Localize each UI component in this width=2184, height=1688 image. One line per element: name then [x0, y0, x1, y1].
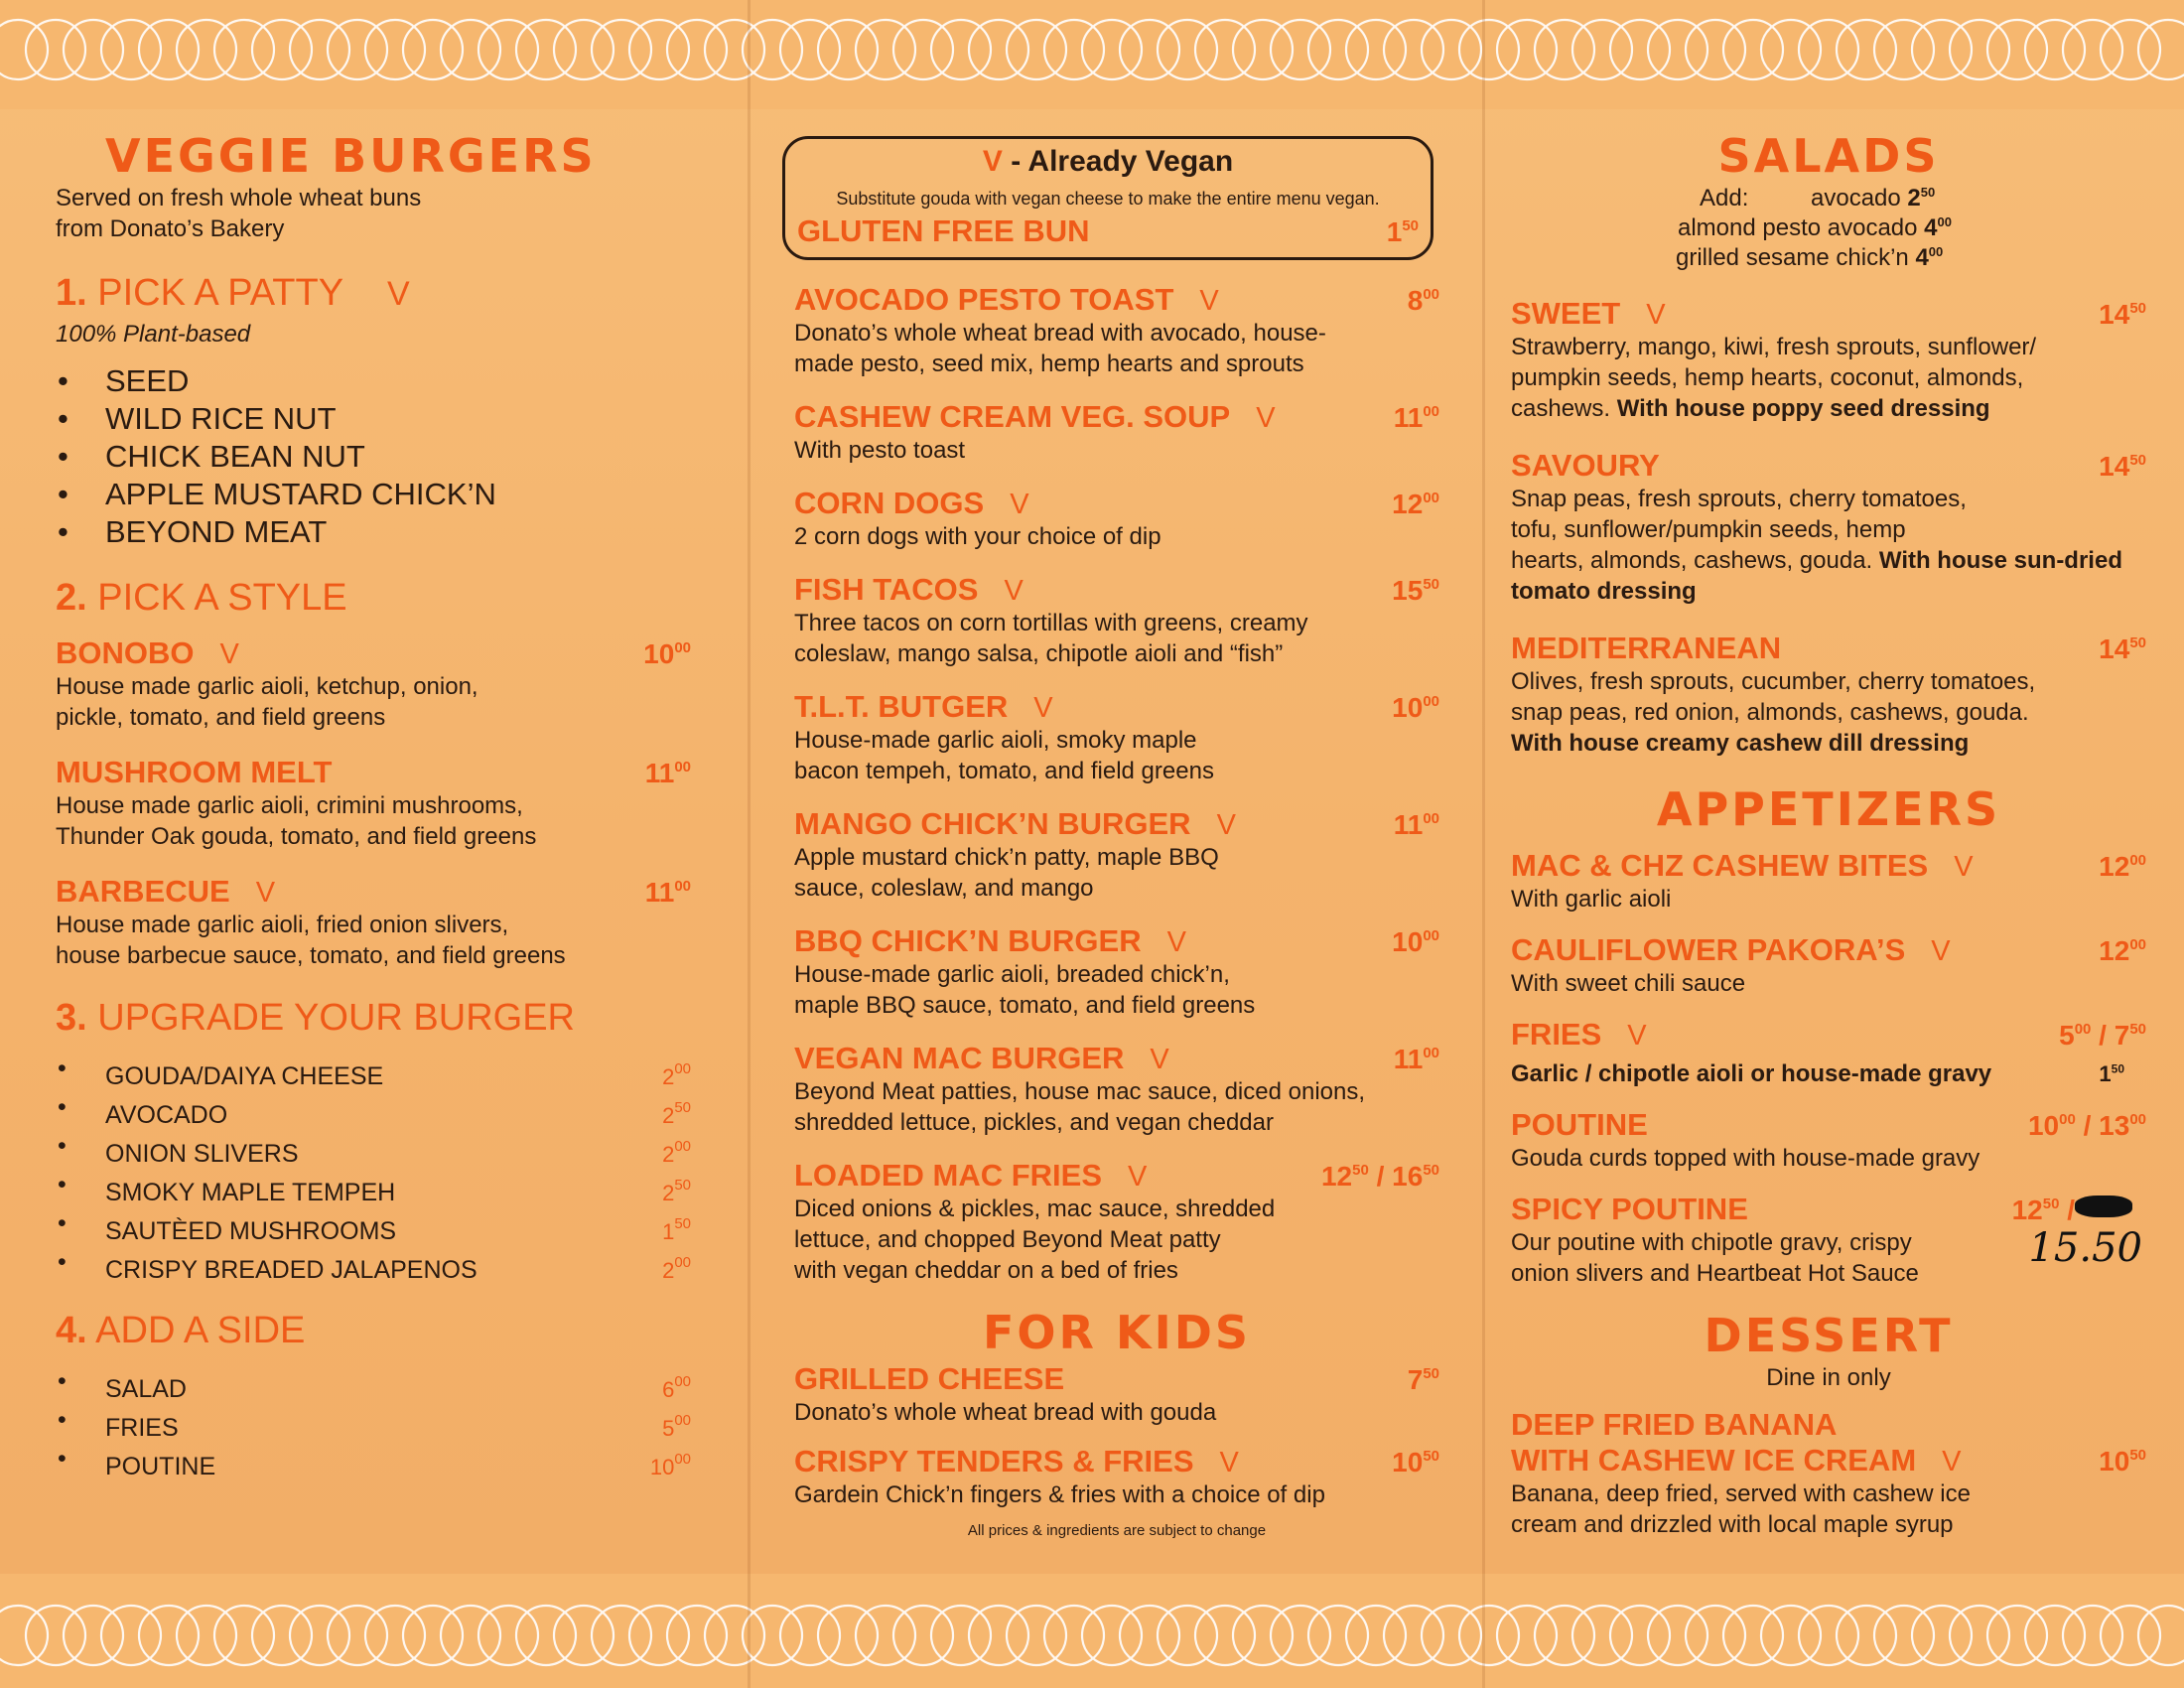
circle-border-bottom: [0, 1574, 2184, 1688]
item-price: [1392, 489, 1439, 520]
item-title: [1511, 296, 1666, 332]
item-description: pumpkin seeds, hemp hearts, coconut, almonds,: [1511, 364, 2024, 391]
item-name: FRIES: [1511, 1017, 1602, 1052]
item-title: [794, 806, 1236, 842]
dip-price: $1^{50}$: [2099, 1061, 2124, 1086]
step3-label: UPGRADE YOUR BURGER: [97, 997, 575, 1039]
vegan-marker: V: [1128, 1161, 1148, 1193]
description-tail: cashews.: [1511, 395, 1617, 422]
item-description: Olives, fresh sprouts, cucumber, cherry tomatoes,: [1511, 668, 2036, 695]
item-header: [794, 1361, 1439, 1397]
menu-item: [794, 1041, 1439, 1138]
item-title: [1511, 448, 1660, 484]
price-dollars: 12: [1320, 1161, 1353, 1192]
side-list: [56, 1366, 691, 1482]
item-name: CAULIFLOWER PAKORA’S: [1511, 932, 1906, 967]
item-header: [794, 1158, 1439, 1194]
menu-item: [1511, 448, 2146, 607]
price-cents-large: 50: [1423, 1162, 1439, 1179]
menu-item: [794, 1158, 1439, 1286]
menu-item: [794, 806, 1439, 904]
vegan-substitute-note: Substitute gouda with vegan cheese to make the entire menu vegan.: [836, 189, 1380, 209]
item-price: [2099, 633, 2146, 665]
addon-pesto-avocado: almond pesto avocado $4^{00}$: [1678, 214, 1952, 241]
menu-item-mushroom-melt: [56, 755, 691, 852]
item-name: GRILLED CHEESE: [794, 1361, 1065, 1396]
price-cents: 50: [2129, 300, 2146, 317]
item-name: CORN DOGS: [794, 486, 985, 520]
item-price: [2099, 451, 2146, 483]
item-name: MUSHROOM MELT: [56, 755, 333, 789]
step-pick-patty: [56, 272, 691, 551]
price-dollars: 11: [1393, 1044, 1424, 1074]
list-item: • CRISPY BREADED JALAPENOS $2^{00}$: [56, 1247, 691, 1286]
step-add-side: [56, 1310, 691, 1482]
menu-item: [794, 572, 1439, 669]
item-description: coleslaw, mango salsa, chipotle aioli and “fish”: [794, 640, 1284, 667]
item-price: [1408, 285, 1439, 317]
circle-border-top: [0, 0, 2184, 109]
price-dollars: 10: [1392, 1447, 1424, 1477]
item-header: [1511, 631, 2146, 666]
step3-number: 3.: [56, 997, 87, 1039]
item-description: House-made garlic aioli, smoky maple: [794, 727, 1197, 754]
menu-item-bonobo: [56, 635, 691, 733]
step4-label: ADD A SIDE: [95, 1310, 306, 1351]
item-price: $5^{00} / 7^{50}$: [2059, 1020, 2146, 1051]
item-description: tofu, sunflower/pumpkin seeds, hemp: [1511, 516, 1906, 543]
price-cents: 50: [1423, 576, 1439, 593]
salads-title: SALADS: [1717, 129, 1940, 183]
upgrade-list: [56, 1054, 691, 1286]
vegan-marker: V: [1954, 851, 1974, 883]
item-name: GLUTEN FREE BUN: [797, 213, 1090, 248]
salads-list: [1511, 296, 2146, 759]
price-dollars: 11: [1393, 402, 1424, 433]
already-vegan-title: - Already Vegan: [1011, 145, 1234, 178]
price-dollars: 8: [1407, 285, 1424, 316]
step2-label: PICK A STYLE: [97, 577, 347, 619]
step-pick-style: [56, 577, 691, 971]
menu-item: [794, 282, 1439, 379]
vegan-marker: V: [1199, 285, 1219, 317]
vegan-marker: V: [1646, 299, 1666, 331]
item-price: $11^{00}$: [644, 758, 691, 788]
burger-subtitle-line1: Served on fresh whole wheat buns: [56, 185, 422, 211]
vegan-marker: V: [1010, 489, 1029, 520]
plant-based-note: 100% Plant-based: [56, 321, 251, 348]
item-name: MEDITERRANEAN: [1511, 631, 1782, 665]
dressing-note: With house sun-dried tomato dressing: [1511, 547, 2122, 605]
step2-number: 2.: [56, 577, 87, 619]
item-price: [1392, 575, 1439, 607]
item-name: BARBECUE: [56, 874, 230, 909]
item-description: made pesto, seed mix, hemp hearts and sprouts: [794, 351, 1304, 377]
item-description: [1511, 728, 2146, 759]
item-price: [1394, 1044, 1439, 1075]
kids-list: [794, 1361, 1439, 1510]
menu-item: [794, 923, 1439, 1021]
fries-dip-option: Garlic / chipotle aioli or house-made gravy: [1511, 1060, 1992, 1087]
item-title: [794, 1444, 1239, 1479]
item-description: shredded lettuce, pickles, and vegan cheddar: [794, 1109, 1274, 1136]
item-price: $10^{00} / 13^{00}$: [2027, 1110, 2146, 1141]
item-description: pickle, tomato, and field greens: [56, 704, 386, 731]
burger-subtitle-line2: from Donato’s Bakery: [56, 215, 285, 242]
item-description: Beyond Meat patties, house mac sauce, diced onions,: [794, 1078, 1366, 1105]
price-dollars: 10: [1392, 926, 1424, 957]
item-title: [794, 1041, 1169, 1076]
price-cents: 00: [1423, 286, 1439, 303]
list-item: • SAUTÈED MUSHROOMS $1^{50}$: [56, 1208, 691, 1247]
item-description: With sweet chili sauce: [1511, 970, 1746, 997]
vegan-marker: V: [1627, 1020, 1647, 1052]
prices-footnote: All prices & ingredients are subject to change: [967, 1522, 1267, 1539]
price-dollars: 11: [1393, 809, 1424, 840]
list-item: • FRIES $5^{00}$: [56, 1405, 691, 1444]
veggie-burgers-title: VEGGIE BURGERS: [105, 129, 597, 183]
item-title: [794, 1361, 1064, 1397]
item-description: House made garlic aioli, fried onion slivers,: [56, 912, 509, 938]
item-title: [794, 486, 1029, 521]
list-item: • SALAD $6^{00}$: [56, 1366, 691, 1405]
price-cents: 00: [1423, 1045, 1439, 1061]
item-title: [794, 572, 1024, 608]
item-price: $12^{00}$: [2099, 851, 2146, 882]
menu-item: [794, 1361, 1439, 1428]
item-description: cream and drizzled with local maple syrup: [1511, 1511, 1954, 1538]
patty-list: [56, 362, 691, 551]
item-price: [2099, 299, 2146, 331]
price-cents: 00: [1423, 693, 1439, 710]
item-description: Snap peas, fresh sprouts, cherry tomatoes,: [1511, 486, 1967, 512]
price-cents: 50: [1352, 1162, 1369, 1179]
item-header: [794, 399, 1439, 435]
menu-item: [794, 486, 1439, 552]
menu-item-deep-fried-banana: [1511, 1407, 2146, 1540]
menu-item-barbecue: [56, 874, 691, 971]
item-name: SPICY POUTINE: [1511, 1192, 1748, 1226]
dressing-note: With house creamy cashew dill dressing: [1511, 730, 1970, 757]
item-description: sauce, coleslaw, and mango: [794, 875, 1094, 902]
item-description: House made garlic aioli, ketchup, onion,: [56, 673, 478, 700]
list-item: • WILD RICE NUT: [56, 400, 691, 438]
list-item: • POUTINE $10^{00}$: [56, 1444, 691, 1482]
item-name: MANGO CHICK’N BURGER: [794, 806, 1191, 841]
item-description: Strawberry, mango, kiwi, fresh sprouts, sunflower/: [1511, 334, 2037, 360]
item-description: lettuce, and chopped Beyond Meat patty: [794, 1226, 1221, 1253]
item-name: BONOBO: [56, 635, 195, 670]
item-name: LOADED MAC FRIES: [794, 1158, 1102, 1193]
item-description: With pesto toast: [794, 437, 966, 464]
item-price: $11^{00}$: [644, 877, 691, 908]
dessert-title: DESSERT: [1704, 1309, 1954, 1362]
item-description: Donato’s whole wheat bread with avocado, house-: [794, 320, 1326, 347]
item-name: VEGAN MAC BURGER: [794, 1041, 1125, 1075]
list-item: • GOUDA/DAIYA CHEESE $2^{00}$: [56, 1054, 691, 1092]
item-header: [794, 486, 1439, 521]
price-cents: 00: [1423, 490, 1439, 506]
item-price: $12^{00}$: [2099, 935, 2146, 966]
item-header: [794, 282, 1439, 318]
item-name: SAVOURY: [1511, 448, 1660, 483]
item-price: [1394, 809, 1439, 841]
item-header: [794, 1444, 1439, 1479]
price-cents: 50: [1423, 1365, 1439, 1382]
dine-in-note: Dine in only: [1766, 1364, 1891, 1391]
item-description: House made garlic aioli, crimini mushrooms,: [56, 792, 523, 819]
item-header: [794, 923, 1439, 959]
fold-line-left: [748, 0, 751, 1688]
mains-list: [794, 282, 1439, 1286]
item-title: [794, 923, 1186, 959]
handwritten-price: 15.50: [2028, 1225, 2142, 1271]
fold-line-right: [1482, 0, 1485, 1688]
vegan-marker: V: [1256, 402, 1276, 434]
menu-item-spicy-poutine: [1511, 1192, 2146, 1289]
item-title: [794, 282, 1219, 318]
price-cents: 50: [2129, 452, 2146, 469]
menu-item-mac-chz-bites: [1511, 848, 2146, 914]
price-cents: 00: [1423, 403, 1439, 420]
menu-item-poutine: [1511, 1107, 2146, 1174]
item-price: $1^{50}$: [1386, 216, 1419, 247]
vegan-marker: V: [387, 275, 410, 313]
item-name: CASHEW CREAM VEG. SOUP: [794, 399, 1231, 434]
item-header: [794, 1041, 1439, 1076]
salads-apps-panel: [1511, 119, 2146, 1554]
menu-item: [1511, 631, 2146, 759]
item-description: onion slivers and Heartbeat Hot Sauce: [1511, 1260, 1919, 1287]
item-description: [1511, 545, 2146, 607]
item-price: [1408, 1364, 1439, 1396]
item-description: house barbecue sauce, tomato, and field greens: [56, 942, 566, 969]
item-header: [794, 806, 1439, 842]
step-upgrade: [56, 997, 691, 1286]
item-description: with vegan cheddar on a bed of fries: [794, 1257, 1178, 1284]
item-description: Donato’s whole wheat bread with gouda: [794, 1399, 1217, 1426]
addon-avocado: avocado $2^{50}$: [1811, 185, 1936, 211]
item-description: [1511, 393, 2146, 424]
item-name: POUTINE: [1511, 1107, 1648, 1142]
item-price: $12^{50}$ /: [2011, 1195, 2075, 1225]
price-cents: 00: [1423, 927, 1439, 944]
item-description: snap peas, red onion, almonds, cashews, gouda.: [1511, 699, 2029, 726]
item-name: T.L.T. BUTGER: [794, 689, 1009, 724]
item-description: Gardein Chick’n fingers & fries with a choice of dip: [794, 1481, 1325, 1508]
list-item: • BEYOND MEAT: [56, 513, 691, 551]
item-description: 2 corn dogs with your choice of dip: [794, 523, 1161, 550]
vegan-marker: V: [982, 145, 1003, 178]
price-dollars: 14: [2099, 633, 2130, 664]
item-name: CRISPY TENDERS & FRIES: [794, 1444, 1194, 1478]
item-price: $10^{00}$: [643, 638, 691, 669]
vegan-marker: V: [1150, 1044, 1169, 1075]
price-cents: 00: [1423, 810, 1439, 827]
item-description: Our poutine with chipotle gravy, crispy: [1511, 1229, 1912, 1256]
menu-item: [794, 689, 1439, 786]
item-header: [794, 572, 1439, 608]
item-name: SWEET: [1511, 296, 1621, 331]
item-description: Banana, deep fried, served with cashew ice: [1511, 1480, 1971, 1507]
item-title: [794, 1158, 1147, 1194]
menu-item-cauliflower-pakoras: [1511, 932, 2146, 999]
item-description: House-made garlic aioli, breaded chick’n,: [794, 961, 1230, 988]
for-kids-title: FOR KIDS: [982, 1306, 1252, 1359]
vegan-marker: V: [1216, 809, 1236, 841]
item-name-line2: WITH CASHEW ICE CREAM: [1511, 1443, 1917, 1477]
price-cents: 50: [2129, 634, 2146, 651]
salad-addons: [1511, 183, 2146, 278]
veggie-burgers-panel: [56, 119, 691, 1482]
item-name: BBQ CHICK’N BURGER: [794, 923, 1142, 958]
list-item: • SEED: [56, 362, 691, 400]
item-price: [1392, 1447, 1439, 1478]
item-description: Gouda curds topped with house-made gravy: [1511, 1145, 1980, 1172]
item-price: [1394, 402, 1439, 434]
vegan-marker: V: [1166, 926, 1186, 958]
vegan-marker: V: [1931, 935, 1951, 967]
item-header: [794, 689, 1439, 725]
item-name: AVOCADO PESTO TOAST: [794, 282, 1174, 317]
list-item: • AVOCADO $2^{50}$: [56, 1092, 691, 1131]
item-title: [1511, 631, 1781, 666]
mains-panel: [794, 136, 1439, 1539]
item-name: FISH TACOS: [794, 572, 979, 607]
price-dollars: 10: [1392, 692, 1424, 723]
price-dollars: 7: [1407, 1364, 1424, 1395]
price-dollars: 15: [1392, 575, 1424, 606]
list-item: • SMOKY MAPLE TEMPEH $2^{50}$: [56, 1170, 691, 1208]
item-name: MAC & CHZ CASHEW BITES: [1511, 848, 1929, 883]
item-title: [794, 399, 1276, 435]
scribbled-out-price: [2075, 1196, 2132, 1217]
step1-label: PICK A PATTY: [97, 272, 344, 314]
menu-item-fries: [1511, 1017, 2146, 1089]
vegan-marker: V: [1004, 575, 1024, 607]
item-description: Thunder Oak gouda, tomato, and field greens: [56, 823, 537, 850]
menu-item: [1511, 296, 2146, 424]
dressing-note: With house poppy seed dressing: [1616, 395, 1990, 422]
vegan-marker: V: [1033, 692, 1053, 724]
list-item: • CHICK BEAN NUT: [56, 438, 691, 476]
add-label: Add:: [1700, 185, 1749, 211]
appetizers-title: APPETIZERS: [1656, 782, 2001, 836]
item-title: [794, 689, 1053, 725]
item-description: bacon tempeh, tomato, and field greens: [794, 758, 1214, 784]
vegan-marker: V: [219, 638, 239, 670]
menu-item-gluten-free-bun: [797, 213, 1419, 249]
menu-item: [794, 399, 1439, 466]
menu-item: [794, 1444, 1439, 1510]
list-item: • ONION SLIVERS $2^{00}$: [56, 1131, 691, 1170]
price-dollars: 12: [1392, 489, 1424, 519]
item-description: Diced onions & pickles, mac sauce, shredded: [794, 1196, 1276, 1222]
vegan-marker: V: [255, 877, 276, 909]
item-header: [1511, 448, 2146, 484]
item-header: [1511, 296, 2146, 332]
price-cents: 50: [1423, 1448, 1439, 1465]
item-name-line1: DEEP FRIED BANANA: [1511, 1407, 1838, 1442]
item-description: Three tacos on corn tortillas with greens, creamy: [794, 610, 1308, 636]
already-vegan-box: [782, 136, 1433, 260]
step1-number: 1.: [56, 272, 87, 314]
item-description: Apple mustard chick’n patty, maple BBQ: [794, 844, 1219, 871]
addon-sesame-chickn: grilled sesame chick’n $4^{00}$: [1676, 244, 1944, 271]
item-description: With garlic aioli: [1511, 886, 1672, 913]
price-dollars: 14: [2099, 451, 2130, 482]
price-dollars: 14: [2099, 299, 2130, 330]
item-price: $12^{50} / 16^{50}$: [1320, 1161, 1439, 1192]
item-price: $10^{50}$: [2099, 1446, 2146, 1477]
step4-number: 4.: [56, 1310, 87, 1351]
price-dollars-large: 16: [1392, 1161, 1424, 1192]
list-item: • APPLE MUSTARD CHICK’N: [56, 476, 691, 513]
item-price: [1392, 692, 1439, 724]
item-price: [1392, 926, 1439, 958]
vegan-marker: V: [1219, 1447, 1239, 1478]
item-description: maple BBQ sauce, tomato, and field greens: [794, 992, 1256, 1019]
vegan-marker: V: [1942, 1446, 1962, 1477]
description-tail: hearts, almonds, cashews, gouda.: [1511, 547, 1879, 574]
